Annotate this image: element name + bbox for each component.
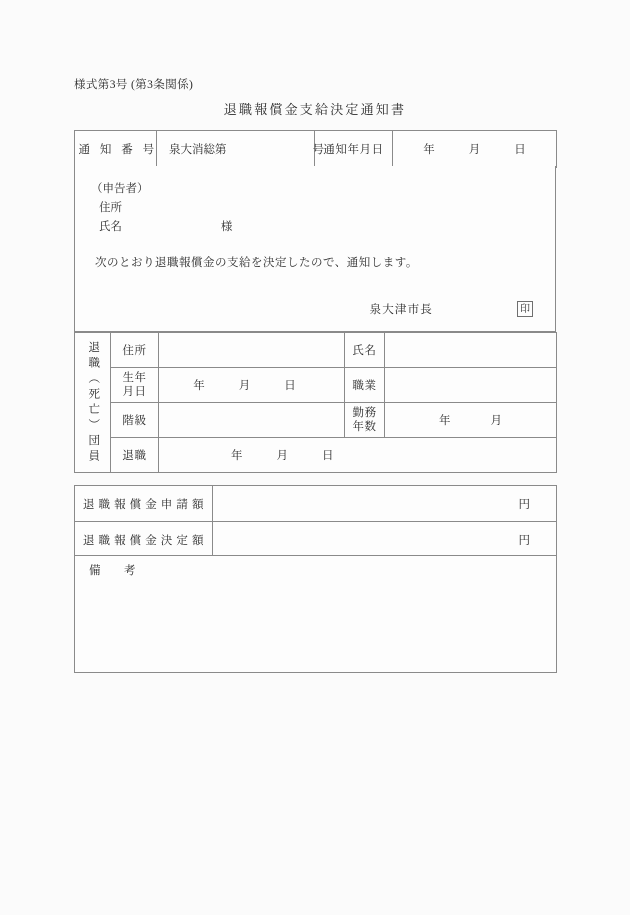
notice-number-suffix: 号: [312, 144, 324, 156]
addressee-heading: （申告者）: [91, 183, 149, 195]
applied-amount-unit: 円: [518, 498, 530, 511]
table-row: [75, 131, 557, 168]
notice-header-table: [74, 130, 557, 168]
retiree-birthdate-month: 月: [238, 380, 251, 392]
retiree-retirement-month: 月: [276, 450, 288, 462]
retiree-retirement-year: 年: [231, 450, 243, 462]
decided-amount-unit: 円: [518, 534, 530, 547]
amount-table: [74, 485, 557, 558]
retiree-service-label-line2: 年数: [352, 421, 377, 433]
retiree-retirement-day: 日: [322, 450, 334, 462]
addressee-name-row: [91, 218, 232, 237]
retiree-occupation-label: 職業: [345, 368, 385, 403]
retiree-retirement-value[interactable]: [159, 438, 557, 473]
notice-number-prefix: 泉大消総第: [169, 144, 227, 156]
retiree-service-label: [345, 403, 385, 438]
retiree-address-label: 住所: [111, 333, 159, 368]
document-title: 退職報償金支給決定通知書: [223, 102, 407, 117]
retiree-birthdate-year: 年: [193, 380, 205, 392]
table-row: [75, 333, 557, 368]
retiree-retirement-label: 退職: [111, 438, 159, 473]
retiree-rank-value[interactable]: [159, 403, 345, 438]
retiree-occupation-value[interactable]: [385, 368, 557, 403]
table-row: [75, 368, 557, 403]
retiree-detail-table: [74, 332, 557, 473]
addressee-name-label: 氏名: [99, 221, 122, 233]
signer-title: 泉大津市長: [369, 304, 433, 316]
applied-amount-label: 退 職 報 償 金 申 請 額: [75, 486, 213, 522]
retiree-name-label: 氏名: [345, 333, 385, 368]
form-number: 様式第3号 (第3条関係): [74, 79, 194, 91]
body-statement: 次のとおり退職報償金の支給を決定したので、通知します。: [95, 257, 418, 269]
notice-date-year: 年: [423, 144, 435, 156]
addressee-address-label: 住所: [99, 202, 122, 214]
remarks-value[interactable]: [75, 584, 557, 673]
retiree-address-value[interactable]: [159, 333, 345, 368]
retiree-rank-label: 階級: [111, 403, 159, 438]
notice-number-label: 通 知 番 号: [75, 131, 157, 168]
notice-number-value[interactable]: [157, 131, 324, 168]
remarks-label: 備 考: [75, 556, 557, 585]
notice-date-month: 月: [468, 144, 481, 156]
retiree-vertical-label: 退職（死亡）団員: [75, 333, 111, 473]
applied-amount-value[interactable]: [213, 486, 557, 522]
retiree-service-month: 月: [490, 415, 502, 427]
notice-date-label: 通知年月日: [315, 131, 393, 168]
table-row: [75, 522, 557, 558]
retiree-birthdate-label-line1: 生年: [122, 372, 147, 384]
retiree-service-label-line1: 勤務: [352, 407, 377, 419]
signer-block: [370, 301, 534, 317]
table-row: [75, 556, 557, 585]
table-row: [75, 486, 557, 522]
intro-block: [74, 166, 556, 332]
table-row: [75, 403, 557, 438]
retiree-birthdate-label-line2: 月日: [122, 386, 147, 398]
retiree-name-value[interactable]: [385, 333, 557, 368]
addressee-block: [91, 180, 232, 237]
remarks-table: [74, 555, 557, 673]
addressee-honorific: 様: [220, 221, 233, 233]
table-row: [75, 584, 557, 673]
retiree-birthdate-day: 日: [284, 380, 296, 392]
notice-date-day: 日: [514, 144, 526, 156]
seal-icon: 印: [517, 301, 533, 317]
table-row: [75, 438, 557, 473]
retiree-birthdate-label: [111, 368, 159, 403]
retiree-birthdate-value[interactable]: [159, 368, 345, 403]
retiree-service-year: 年: [439, 415, 451, 427]
retiree-service-value[interactable]: [385, 403, 557, 438]
decided-amount-label: 退 職 報 償 金 決 定 額: [75, 522, 213, 558]
notice-date-value[interactable]: [393, 131, 557, 168]
decided-amount-value[interactable]: [213, 522, 557, 558]
